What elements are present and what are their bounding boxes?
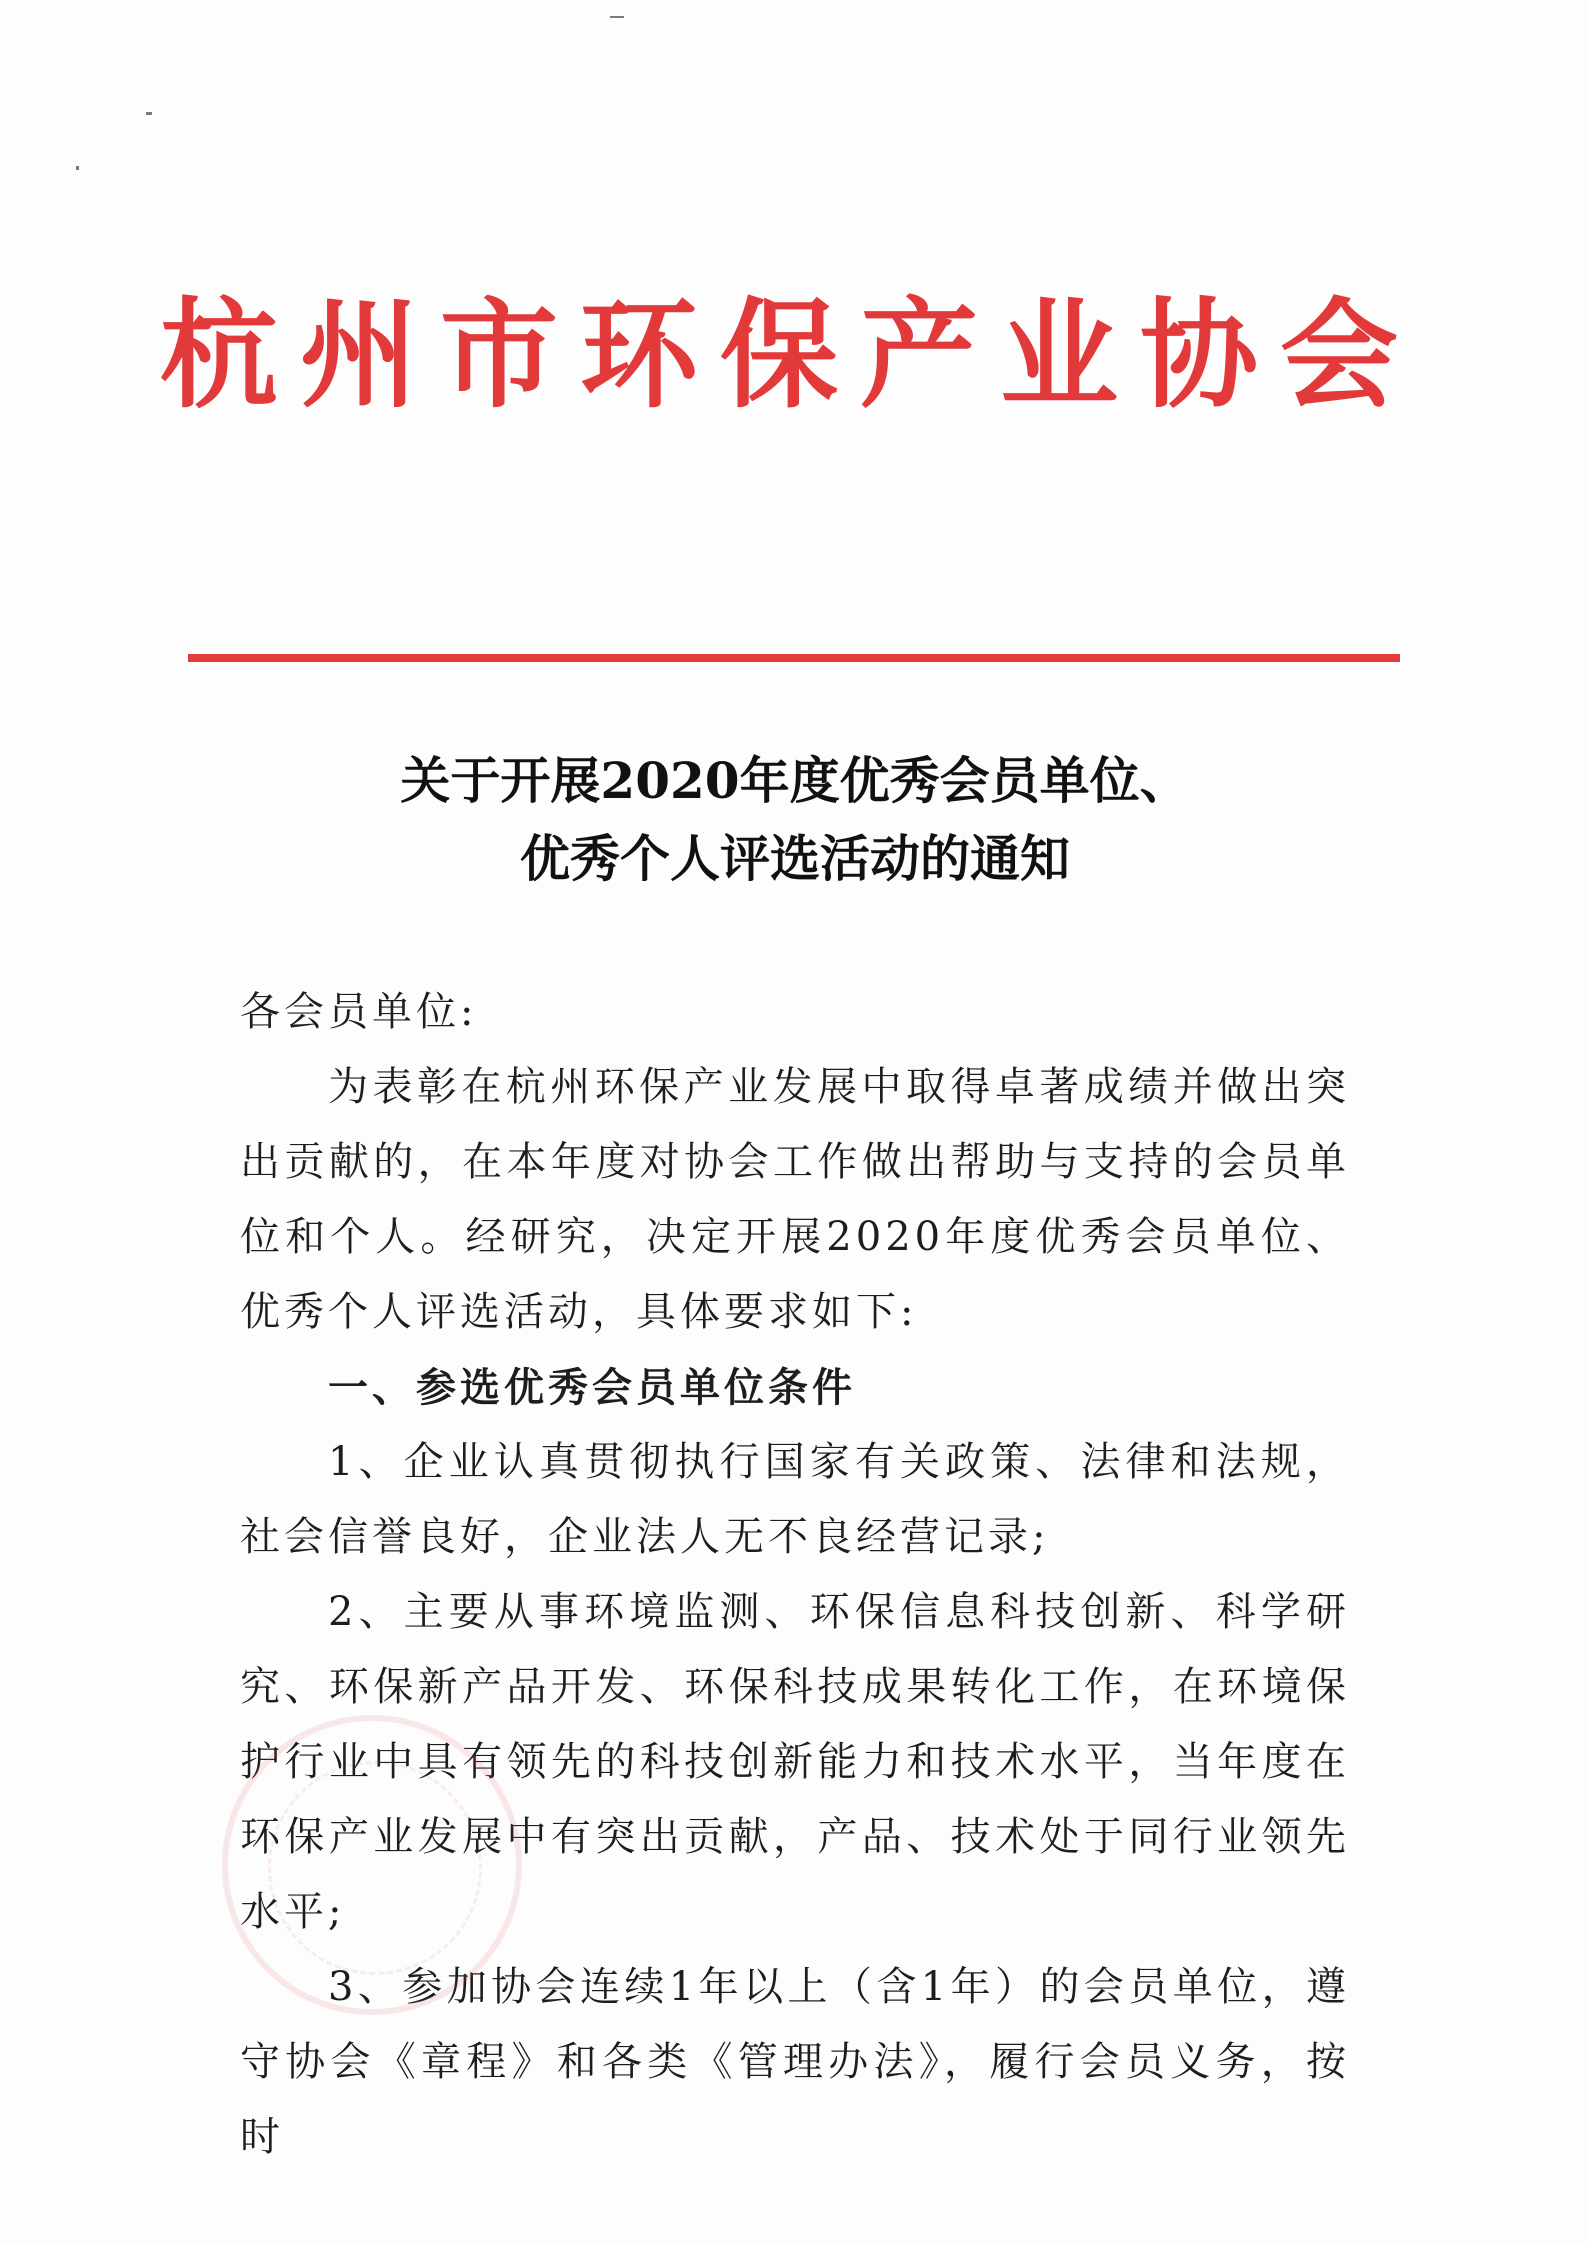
salutation: 各会员单位: (240, 989, 478, 1035)
notice-title (190, 742, 1400, 898)
faded-seal-inner-ring (268, 1761, 482, 1975)
section-heading: 一、参选优秀会员单位条件 (328, 1364, 856, 1411)
condition-paragraph: 1、企业认真贯彻执行国家有关政策、法律和法规，社会信誉良好，企业法人无不良经营记录; (240, 1439, 1350, 1560)
scan-artifact (76, 166, 79, 170)
scan-artifact (146, 112, 152, 115)
notice-title-line-1: 关于开展2020年度优秀会员单位、 (400, 751, 1190, 810)
condition-paragraph: 3、参加协会连续1年以上（含1年）的会员单位，遵守协会《章程》和各类《管理办法》，履行会员义务，按时 (240, 1964, 1350, 2160)
scan-artifact (610, 16, 624, 18)
org-header-title: 杭州市环保产业协会 (160, 286, 1421, 424)
faded-seal-stamp (222, 1715, 522, 2015)
notice-title-line-2: 优秀个人评选活动的通知 (520, 829, 1070, 888)
condition-paragraph: 2、主要从事环境监测、环保信息科技创新、科学研究、环保新产品开发、环保科技成果转化工作，在环境保护行业中具有领先的科技创新能力和技术水平，当年度在环保产业发展中有突出贡献，产品、技术处于同行业领先水平; (240, 1589, 1350, 1935)
red-divider-rule (188, 654, 1400, 662)
intro-paragraph: 为表彰在杭州环保产业发展中取得卓著成绩并做出突出贡献的，在本年度对协会工作做出帮助与支持的会员单位和个人。经研究，决定开展2020年度优秀会员单位、优秀个人评选活动，具体要求如下: (240, 1064, 1350, 1335)
